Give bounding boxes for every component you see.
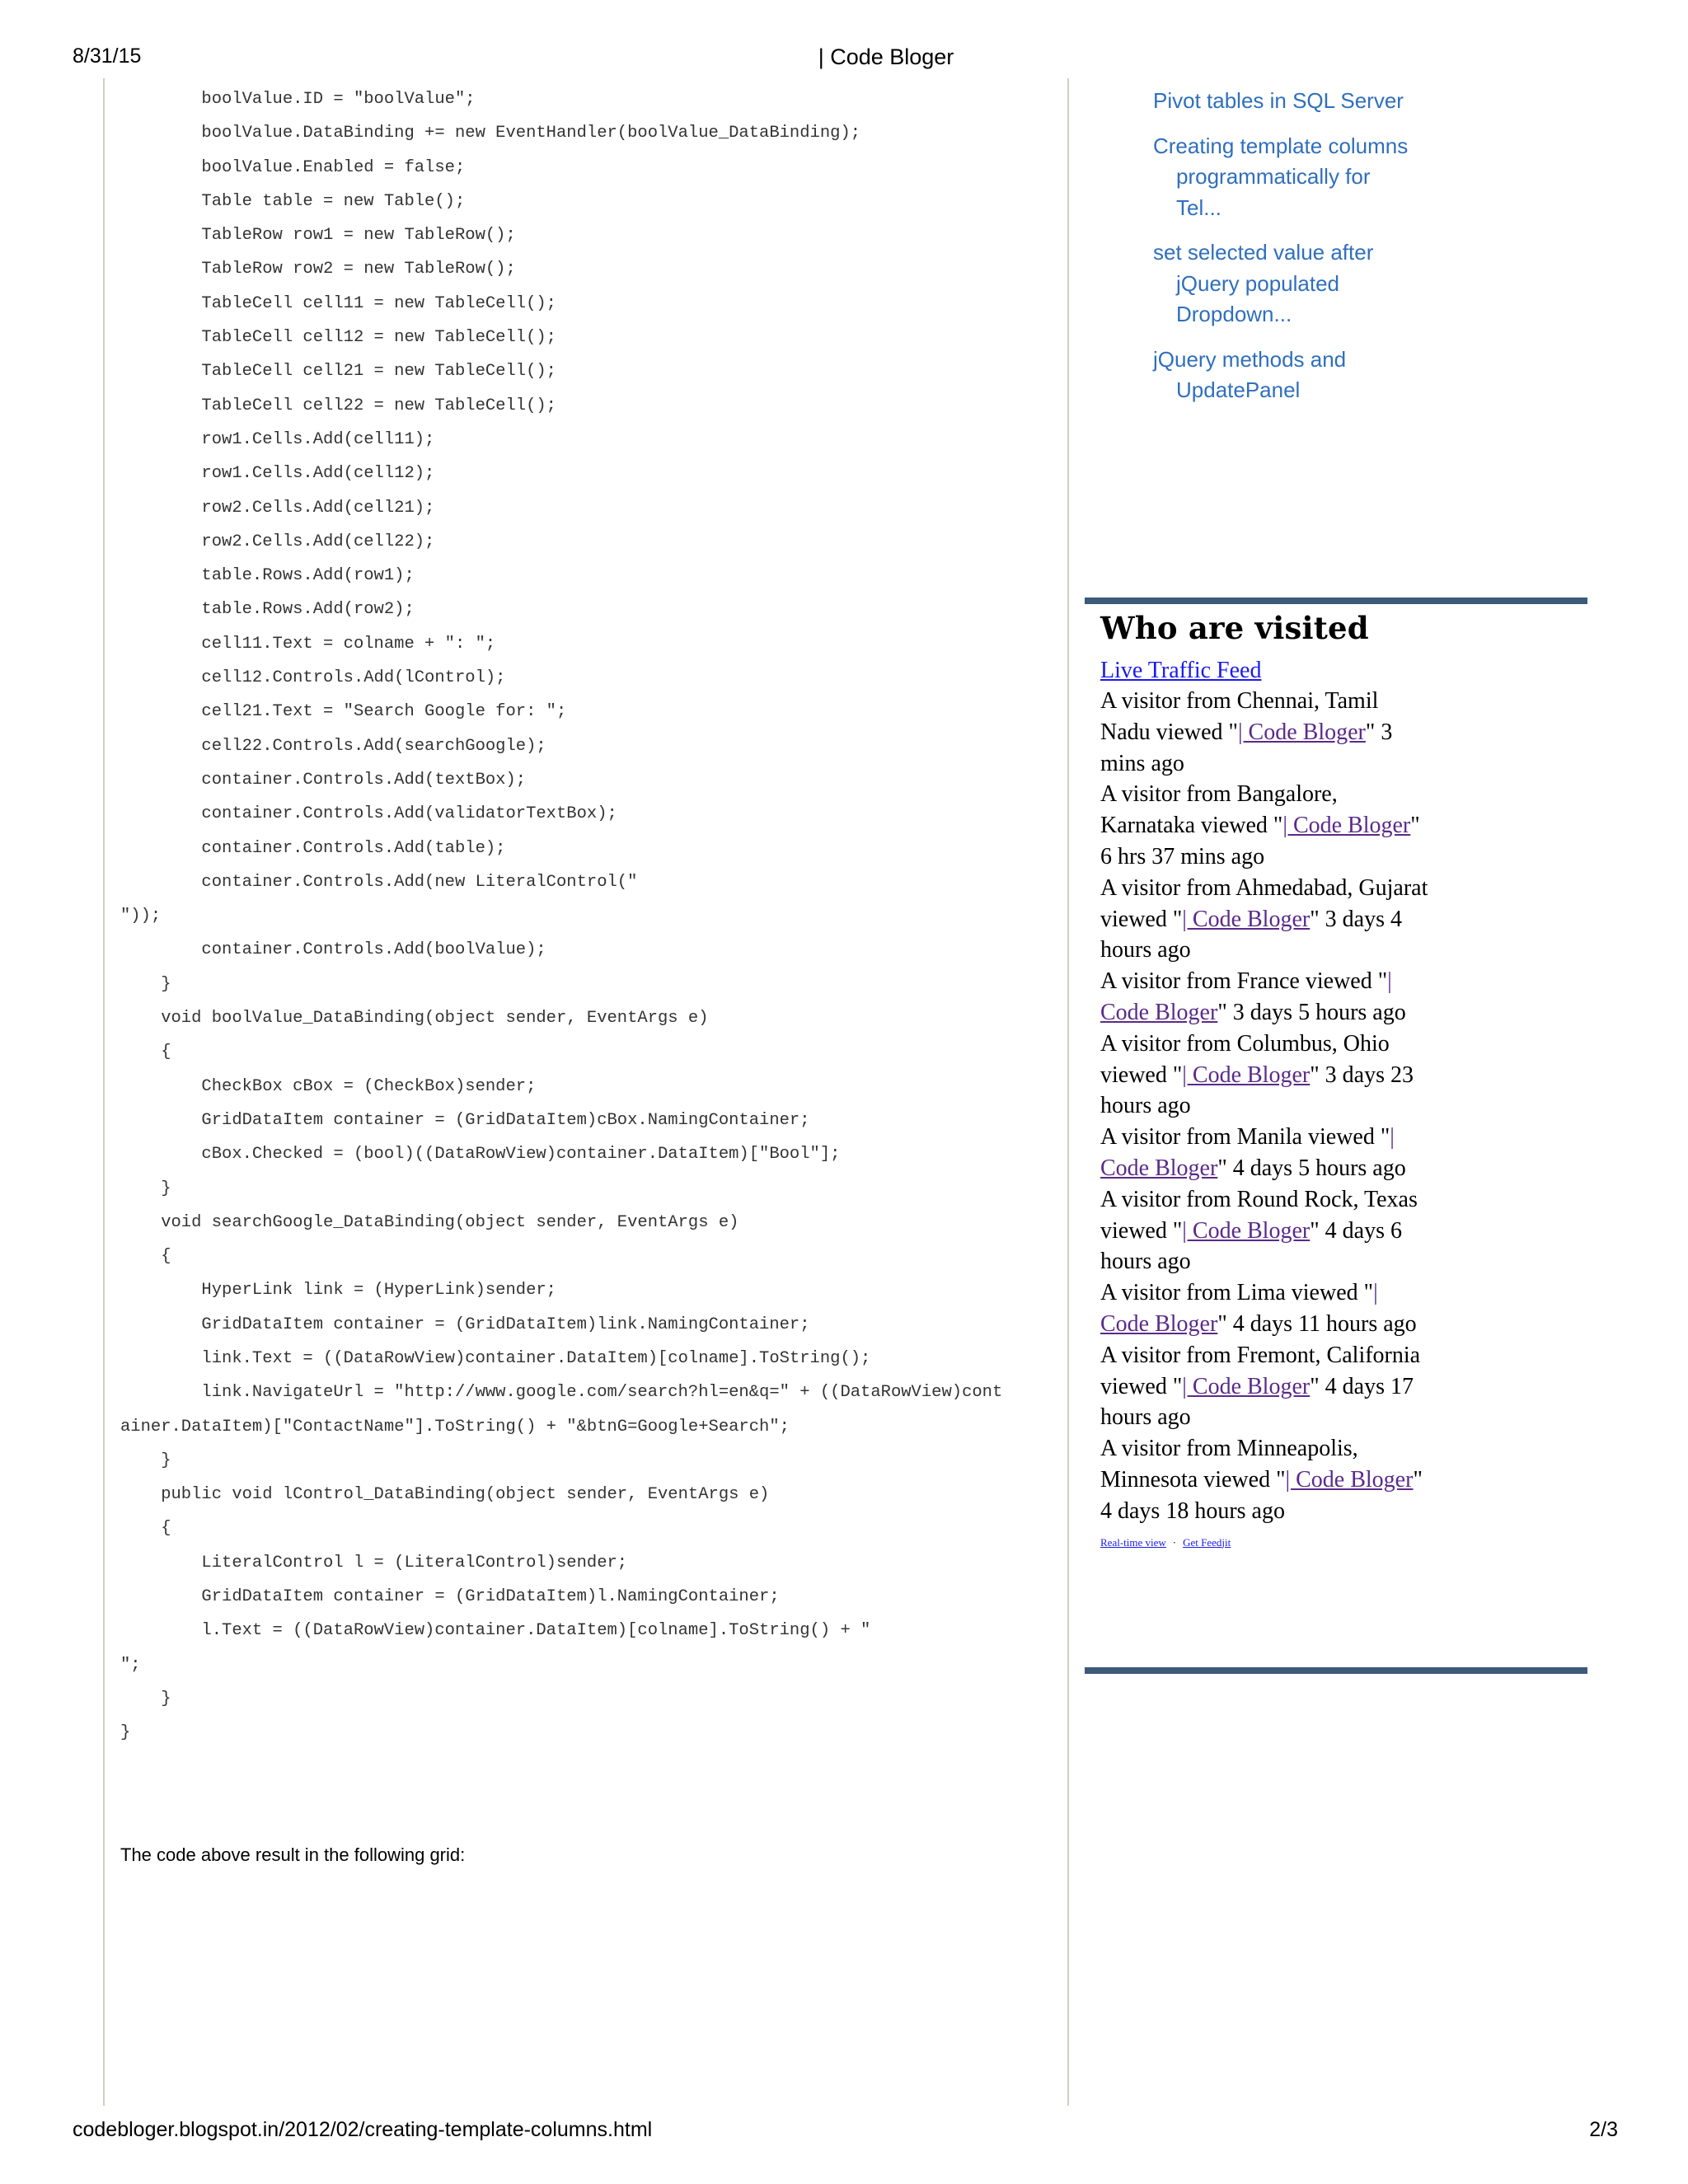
visit-time: 4 days 6 hours ago (1100, 1217, 1402, 1275)
code-line: LiteralControl l = (LiteralControl)sender; (120, 1553, 628, 1572)
visitor-location: France (1236, 968, 1300, 995)
visit-time: 4 days 11 hours ago (1232, 1310, 1417, 1337)
code-line: } (120, 974, 171, 994)
visitor-quote-close: " (1365, 719, 1381, 745)
visitor-quote-close: " (1217, 1310, 1233, 1337)
visitor-viewed-text: viewed " (1285, 1280, 1374, 1306)
code-line: link.NavigateUrl = "http://www.google.com/search?hl=en&q=" + ((DataRowView)cont (120, 1383, 1003, 1403)
visitor-location: Manila (1236, 1124, 1302, 1151)
code-line: table.Rows.Add(row2); (120, 600, 415, 620)
code-line: void searchGoogle_DataBinding(object sender, EventArgs e) (120, 1212, 739, 1232)
visitor-viewed-text: viewed " (1100, 906, 1183, 932)
code-line: TableCell cell22 = new TableCell(); (120, 396, 556, 415)
recent-post-link[interactable]: set selected value after jQuery populated Dropdown... (1153, 240, 1374, 326)
visitor-entry (1100, 1184, 1430, 1277)
page-number: 2/3 (1589, 2118, 1618, 2141)
code-line: HyperLink link = (HyperLink)sender; (120, 1281, 556, 1301)
code-line: cell12.Controls.Add(lControl); (120, 668, 506, 688)
code-block (120, 82, 1052, 1750)
visitor-viewed-text: viewed " (1100, 1062, 1183, 1088)
visitor-prefix: A visitor from (1100, 1436, 1237, 1462)
footer-url: codebloger.blogspot.in/2012/02/creating-template-columns.html (73, 2118, 653, 2141)
visitor-quote-close: " (1410, 813, 1420, 839)
visit-time: 3 days 4 hours ago (1100, 906, 1402, 963)
result-caption: The code above result in the following grid: (120, 1844, 466, 1865)
code-line: } (120, 1451, 171, 1470)
recent-post-link[interactable]: Pivot tables in SQL Server (1153, 88, 1404, 113)
visitors-heading: Who are visited (1100, 610, 1369, 646)
visit-time: 4 days 17 hours ago (1100, 1373, 1414, 1431)
visitor-prefix: A visitor from (1100, 1342, 1237, 1368)
code-line: GridDataItem container = (GridDataItem)l.NamingContainer; (120, 1587, 780, 1607)
visitor-entry (1100, 873, 1430, 966)
visit-time: 4 days 5 hours ago (1232, 1155, 1406, 1181)
visitor-quote-close: " (1217, 1155, 1233, 1181)
code-line: cell11.Text = colname + ": "; (120, 634, 496, 654)
recent-post-link[interactable]: Creating template columns programmatically for Tel... (1153, 133, 1409, 220)
code-line: cell22.Controls.Add(searchGoogle); (120, 736, 546, 756)
visitor-location: Round Rock, Texas (1236, 1186, 1418, 1212)
visitor-entry (1100, 1433, 1430, 1526)
visitor-viewed-text: viewed " (1198, 1466, 1286, 1493)
visitor-prefix: A visitor from (1100, 781, 1237, 808)
visitor-quote-close: " (1310, 1062, 1325, 1088)
visitor-location: Chennai, Tamil Nadu (1100, 688, 1379, 745)
visited-page-link[interactable]: | Code Bloger (1100, 1280, 1378, 1337)
visitor-prefix: A visitor from (1100, 1186, 1237, 1212)
visitor-quote-close: " (1413, 1466, 1423, 1493)
visited-page-link[interactable]: | Code Bloger (1100, 1124, 1395, 1181)
visited-page-link[interactable]: | Code Bloger (1182, 1217, 1311, 1244)
code-line: GridDataItem container = (GridDataItem)cBox.NamingContainer; (120, 1110, 810, 1130)
code-line: container.Controls.Add(table); (120, 838, 506, 858)
code-line: container.Controls.Add(boolValue); (120, 940, 546, 960)
visitor-viewed-text: viewed " (1100, 1217, 1183, 1244)
code-line: Table table = new Table(); (120, 191, 466, 211)
visitor-location: Columbus, Ohio (1236, 1030, 1390, 1057)
visit-time: 4 days 18 hours ago (1100, 1497, 1285, 1524)
visited-page-link[interactable]: | Code Bloger (1237, 719, 1366, 745)
code-line: ")); (120, 907, 162, 926)
visit-time: 3 mins ago (1100, 719, 1393, 776)
visited-page-link[interactable]: | Code Bloger (1182, 1373, 1311, 1399)
code-line: TableCell cell11 = new TableCell(); (120, 293, 556, 313)
get-feedjit-link[interactable]: Get Feedjit (1183, 1535, 1231, 1549)
visitor-prefix: A visitor from (1100, 688, 1237, 714)
visitor-entry (1100, 1277, 1430, 1340)
print-date: 8/31/15 (73, 45, 142, 68)
visitor-list (1100, 686, 1430, 1527)
visitor-viewed-text: viewed " (1100, 1373, 1183, 1399)
code-line: ainer.DataItem)["ContactName"].ToString() + "&btnG=Google+Search"; (120, 1417, 790, 1436)
visitor-quote-close: " (1217, 999, 1233, 1025)
code-line: row1.Cells.Add(cell11); (120, 429, 435, 449)
visitor-viewed-text: viewed " (1150, 719, 1238, 745)
code-line: row1.Cells.Add(cell12); (120, 464, 435, 484)
code-line: container.Controls.Add(new LiteralControl(" (120, 872, 638, 892)
visit-time: 3 days 23 hours ago (1100, 1062, 1414, 1119)
code-line: public void lControl_DataBinding(object sender, EventArgs e) (120, 1485, 770, 1505)
content-left-border (103, 78, 105, 2106)
visitor-quote-close: " (1310, 906, 1325, 932)
recent-post-link[interactable]: jQuery methods and UpdatePanel (1153, 346, 1347, 402)
feed-footer-links (1100, 1535, 1430, 1550)
visitor-entry (1100, 686, 1430, 779)
code-line: { (120, 1043, 171, 1062)
visitor-location: Minneapolis, Minnesota (1100, 1436, 1358, 1493)
code-line: GridDataItem container = (GridDataItem)link.NamingContainer; (120, 1315, 810, 1334)
code-line: } (120, 1689, 171, 1708)
code-line: table.Rows.Add(row1); (120, 566, 415, 586)
code-line: { (120, 1247, 171, 1267)
visitor-entry (1100, 1029, 1430, 1122)
code-line: cBox.Checked = (bool)((DataRowView)container.DataItem)["Bool"]; (120, 1145, 841, 1165)
content-right-border (1067, 78, 1069, 2106)
code-line: TableCell cell21 = new TableCell(); (120, 362, 556, 382)
code-line: } (120, 1179, 171, 1198)
code-line: boolValue.Enabled = false; (120, 157, 466, 177)
recent-posts-list (1153, 86, 1417, 420)
visitor-quote-close: " (1310, 1373, 1325, 1399)
code-line: boolValue.DataBinding += new EventHandler(boolValue_DataBinding); (120, 124, 861, 143)
visitor-entry (1100, 1122, 1430, 1184)
visitor-quote-close: " (1310, 1217, 1325, 1244)
visitor-viewed-text: viewed " (1299, 968, 1388, 995)
visited-page-link[interactable]: | Code Bloger (1182, 1062, 1311, 1088)
visitor-prefix: A visitor from (1100, 1124, 1237, 1151)
visited-page-link[interactable]: | Code Bloger (1182, 906, 1311, 932)
visitors-widget (1100, 610, 1430, 1550)
visited-page-link[interactable]: | Code Bloger (1285, 1466, 1414, 1493)
code-line: "; (120, 1655, 141, 1675)
widget-divider-top (1085, 598, 1587, 604)
visitor-location: Ahmedabad, Gujarat (1236, 874, 1428, 901)
code-line: } (120, 1723, 131, 1743)
visitor-entry (1100, 779, 1430, 872)
visitor-prefix: A visitor from (1100, 1280, 1237, 1306)
code-line: TableRow row1 = new TableRow(); (120, 226, 516, 246)
realtime-view-link[interactable]: Real-time view (1100, 1535, 1166, 1549)
code-line: row2.Cells.Add(cell21); (120, 498, 435, 518)
widget-divider-bottom (1085, 1667, 1587, 1674)
visitor-prefix: A visitor from (1100, 874, 1236, 901)
visitor-prefix: A visitor from (1100, 968, 1237, 995)
code-line: void boolValue_DataBinding(object sender, EventArgs e) (120, 1009, 709, 1029)
visit-time: 6 hrs 37 mins ago (1100, 843, 1265, 869)
visitor-location: Fremont, California (1236, 1342, 1421, 1368)
visitor-location: Lima (1236, 1280, 1286, 1306)
code-line: container.Controls.Add(textBox); (120, 770, 527, 790)
visited-page-link[interactable]: | Code Bloger (1282, 813, 1411, 839)
page-title: | Code Bloger (818, 45, 954, 69)
visit-time: 3 days 5 hours ago (1232, 999, 1406, 1025)
code-line: TableCell cell12 = new TableCell(); (120, 328, 556, 348)
footer-link-separator: · (1172, 1535, 1177, 1549)
visitor-entry (1100, 1340, 1430, 1433)
visited-page-link[interactable]: | Code Bloger (1100, 968, 1392, 1025)
code-line: { (120, 1519, 171, 1539)
code-line: TableRow row2 = new TableRow(); (120, 260, 516, 279)
live-traffic-feed-link[interactable]: Live Traffic Feed (1100, 658, 1262, 683)
code-line: row2.Cells.Add(cell22); (120, 532, 435, 551)
visitor-viewed-text: viewed " (1195, 813, 1283, 839)
code-line: link.Text = ((DataRowView)container.DataItem)[colname].ToString(); (120, 1348, 871, 1368)
code-line: l.Text = ((DataRowView)container.DataItem)[colname].ToString() + " (120, 1621, 871, 1641)
code-line: container.Controls.Add(validatorTextBox); (120, 804, 617, 824)
code-line: cell21.Text = "Search Google for: "; (120, 702, 567, 722)
visitor-entry (1100, 966, 1430, 1029)
code-line: boolValue.ID = "boolValue"; (120, 90, 476, 109)
visitor-location: Bangalore, Karnataka (1100, 781, 1338, 839)
visitor-viewed-text: viewed " (1301, 1124, 1390, 1151)
code-line: CheckBox cBox = (CheckBox)sender; (120, 1076, 537, 1096)
visitor-prefix: A visitor from (1100, 1030, 1237, 1057)
